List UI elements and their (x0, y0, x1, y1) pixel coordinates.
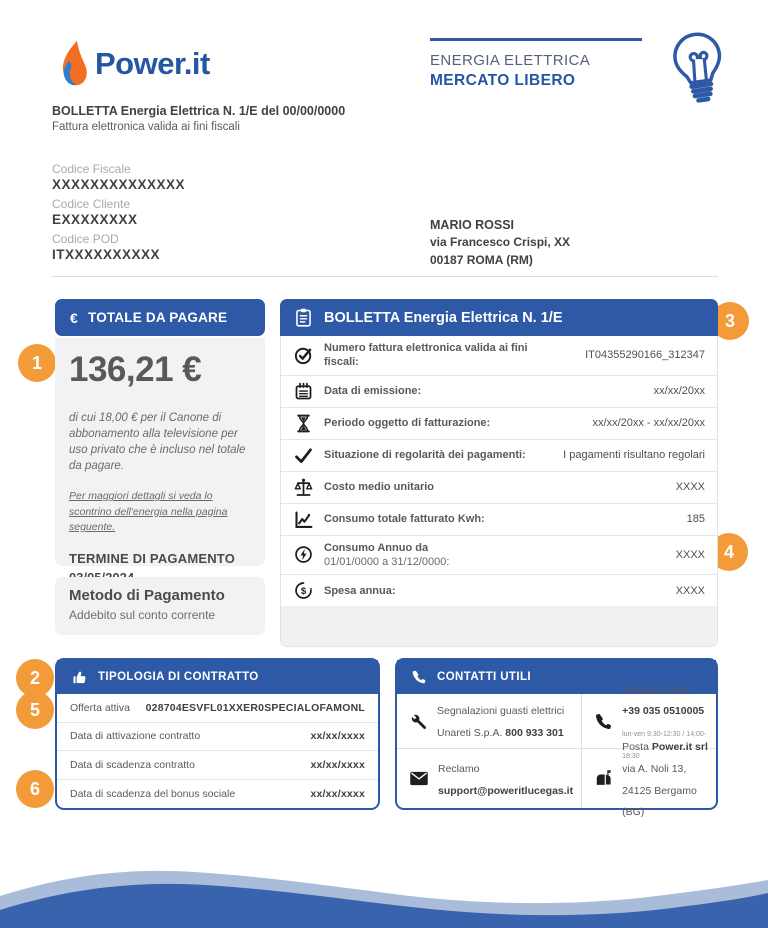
faults-phone-number[interactable]: 800 933 301 (505, 727, 564, 739)
bill-table (280, 336, 718, 647)
phone-icon (594, 712, 613, 731)
badge-6: 6 (16, 770, 54, 808)
service-phone-number[interactable]: +39 035 0510005 (622, 705, 705, 718)
codice-fiscale-label: Codice Fiscale (52, 162, 131, 176)
market-line1: ENERGIA ELETTRICA (430, 52, 591, 69)
bill-title: BOLLETTA Energia Elettrica N. 1/E del 00/00/0000 (52, 104, 346, 118)
total-amount: 136,21 € (69, 350, 202, 389)
row-value: XXXX (675, 584, 705, 597)
payment-method-title: Metodo di Pagamento (69, 587, 225, 604)
badge-3: 3 (711, 302, 749, 340)
mailbox-icon (594, 769, 613, 788)
row-value: xx/xx/20xx (653, 385, 705, 398)
market-line2: MERCATO LIBERO (430, 72, 576, 89)
check-circle-icon (293, 345, 324, 366)
hourglass-icon (293, 413, 324, 434)
payment-method-box (55, 577, 265, 635)
logo-wordmark: Power.it (95, 46, 210, 81)
service-hours: lun-ven 9:30-12:30 / 14:00-18:30 (622, 731, 707, 760)
powerit-logo (52, 38, 210, 90)
row-value: xx/xx/20xx - xx/xx/20xx (592, 417, 705, 430)
payment-method-value: Addebito sul conto corrente (69, 608, 216, 622)
row-label: Situazione di regolarità dei pagamenti: (324, 448, 526, 461)
table-row (281, 472, 717, 504)
row-label: Periodo oggetto di fatturazione: (324, 416, 491, 429)
row-value: I pagamenti risultano regolari (563, 449, 705, 462)
row-label: Consumo Annuo da 01/01/0000 a 31/12/0000: (324, 541, 559, 570)
contract-row: Data di scadenza contratto xx/xx/xxxx (57, 751, 378, 780)
row-label: Consumo totale fatturato Kwh: (324, 512, 485, 525)
contacts-box-title: CONTATTI UTILI (437, 671, 531, 683)
table-row (281, 440, 717, 472)
contact-cell-complaints (397, 749, 582, 808)
table-row (281, 504, 717, 536)
details-link[interactable]: Per maggiori dettagli si veda lo scontrino dell'energia nella pagina seguente. (69, 490, 228, 533)
bill-subtitle: Fattura elettronica valida ai fini fiscali (52, 121, 240, 133)
footer-wave (0, 836, 768, 928)
table-row (281, 376, 717, 408)
badge-5: 5 (16, 691, 54, 729)
table-row (281, 408, 717, 440)
mail-street: via A. Noli 13, (622, 762, 687, 775)
badge-2: 2 (16, 659, 54, 697)
recipient-street: via Francesco Crispi, XX (430, 235, 571, 250)
total-box-body (55, 338, 265, 566)
envelope-icon (409, 770, 429, 787)
table-row (281, 336, 717, 376)
row-label: Spesa annua: (324, 584, 396, 597)
lightbulb-icon (668, 30, 730, 108)
mail-city: 24125 Bergamo (BG) (622, 784, 697, 819)
payment-deadline-label: TERMINE DI PAGAMENTO (69, 551, 236, 567)
badge-1: 1 (18, 344, 56, 382)
table-row (281, 536, 717, 576)
market-segment-block (430, 38, 642, 90)
faults-company: Unareti S.p.A. (437, 727, 506, 739)
euro-icon: € (70, 309, 78, 326)
energy-cycle-icon (293, 544, 324, 565)
balance-scale-icon (293, 477, 324, 498)
row-label: Data di emissione: (324, 384, 422, 397)
table-row (281, 575, 717, 606)
wrench-icon (409, 712, 428, 731)
bill-table-title: BOLLETTA Energia Elettrica N. 1/E (324, 309, 563, 326)
recipient-name: MARIO ROSSI (430, 218, 515, 232)
mail-company: Power.it srl (651, 741, 708, 754)
row-label: Costo medio unitario (324, 480, 434, 493)
bill-title-block (52, 104, 345, 133)
total-box-title: TOTALE DA PAGARE (88, 310, 228, 325)
codice-pod-value: ITXXXXXXXXXX (52, 247, 161, 262)
table-empty-row (281, 606, 717, 646)
codice-fiscale-value: XXXXXXXXXXXXXX (52, 177, 186, 192)
contract-box-header (57, 660, 378, 694)
contacts-box (395, 658, 718, 819)
recipient-address (430, 216, 570, 269)
customer-codes (52, 162, 185, 267)
complaints-line1: Reclamo (438, 762, 480, 775)
contract-box-title: TIPOLOGIA DI CONTRATTO (98, 671, 259, 683)
row-value: IT04355290166_312347 (585, 349, 705, 362)
flame-icon (52, 38, 92, 90)
recipient-city: 00187 ROMA (RM) (430, 252, 533, 267)
contacts-grid (397, 683, 716, 819)
row-value: 185 (686, 513, 705, 526)
checkmark-icon (293, 445, 324, 466)
money-cycle-icon (293, 580, 324, 601)
codice-cliente-value: EXXXXXXXX (52, 212, 138, 227)
svg-text:$: $ (300, 586, 307, 598)
contract-row: Data di scadenza del bonus sociale xx/xx/xxxx (70, 787, 365, 800)
phone-icon (411, 669, 427, 685)
contract-row: Offerta attiva 028704ESVFL01XXER0SPECIALOFAMONL (57, 694, 378, 723)
thumbs-up-icon (71, 669, 88, 686)
row-value: XXXX (675, 481, 705, 494)
calendar-icon (293, 381, 324, 402)
clipboard-icon (293, 307, 314, 328)
section-divider (52, 276, 718, 277)
line-chart-icon (293, 509, 324, 530)
row-label: Numero fattura elettronica valida ai fini fiscali: (324, 342, 528, 369)
codice-cliente-label: Codice Cliente (52, 197, 131, 211)
codice-pod-label: Codice POD (52, 232, 119, 246)
faults-line1: Segnalazioni guasti elettrici (437, 705, 565, 718)
mail-line1: Posta (622, 741, 652, 754)
complaints-email[interactable]: support@poweritlucegas.it (438, 784, 574, 797)
row-value: XXXX (675, 548, 705, 561)
service-line1: Servizio clienti (622, 683, 690, 696)
row-sublabel: 01/01/0000 a 31/12/0000: (324, 555, 450, 568)
total-box-header (55, 299, 265, 336)
bill-table-header (280, 299, 718, 336)
tv-fee-note: di cui 18,00 € per il Canone di abbonamento alla televisione per uso privato che è incluso nel totale da pagare. (69, 412, 246, 473)
market-rule (430, 38, 642, 41)
contract-type-box (55, 658, 380, 810)
badge-4: 4 (710, 533, 748, 571)
contract-row: Data di attivazione contratto xx/xx/xxxx (57, 723, 378, 752)
contact-cell-faults (397, 694, 582, 749)
